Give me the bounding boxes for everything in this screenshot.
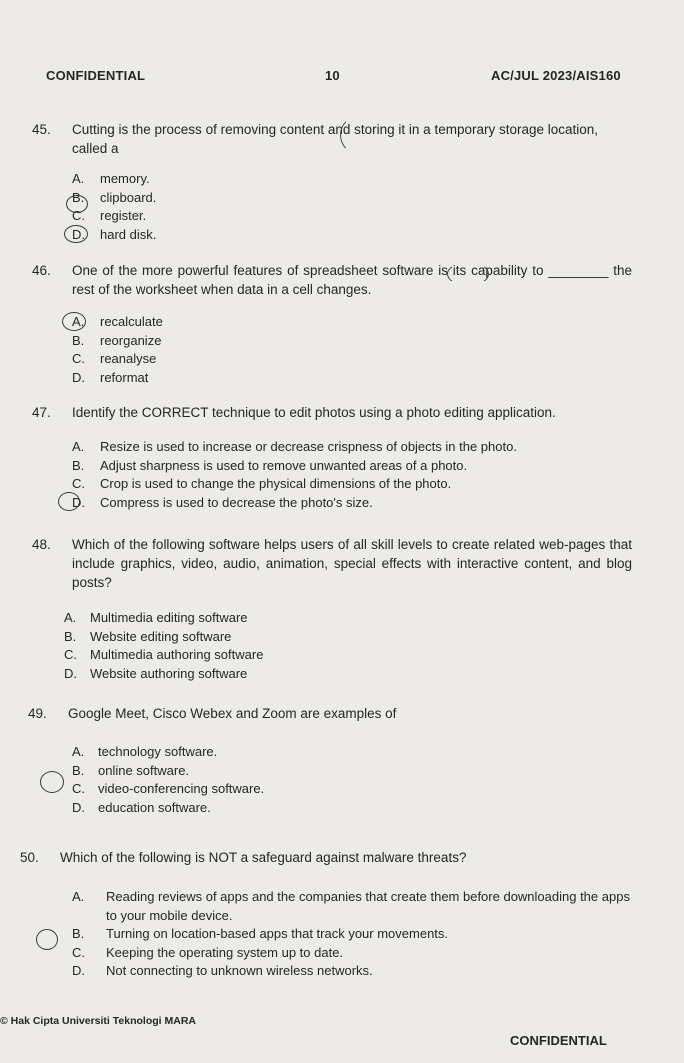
option-letter: A. xyxy=(72,439,85,454)
options-list xyxy=(72,438,652,512)
option-letter: C. xyxy=(72,944,85,960)
option-d[interactable] xyxy=(64,665,652,684)
option-d[interactable] xyxy=(72,799,648,818)
question-number: 49. xyxy=(28,706,47,721)
page-number: 10 xyxy=(325,68,340,83)
question-text: Which of the following software helps users of all skill levels to create related web-pages that include graphics, video, audio, animation, special effects with interactive content, and blog posts? xyxy=(72,537,632,590)
option-text: Crop is used to change the physical dimensions of the photo. xyxy=(100,476,452,491)
option-text: Not connecting to unknown wireless networks. xyxy=(106,963,373,978)
option-text: reformat xyxy=(100,369,149,385)
option-b[interactable] xyxy=(64,628,652,647)
option-letter: D. xyxy=(72,799,85,815)
option-letter: B. xyxy=(72,332,85,348)
option-text: video-conferencing software. xyxy=(98,781,265,796)
option-a[interactable] xyxy=(72,888,640,925)
option-b[interactable] xyxy=(72,457,652,476)
option-text: clipboard. xyxy=(100,189,157,205)
option-text: Compress is used to decrease the photo's size. xyxy=(100,494,373,510)
question-text: Google Meet, Cisco Webex and Zoom are examples of xyxy=(68,706,397,721)
option-text: reanalyse xyxy=(100,351,157,366)
options-list xyxy=(72,313,652,387)
question-45 xyxy=(32,120,652,244)
option-a[interactable] xyxy=(64,609,652,628)
option-letter: A. xyxy=(72,171,85,186)
option-letter: C. xyxy=(72,351,85,366)
option-letter: A. xyxy=(64,610,77,625)
option-d[interactable] xyxy=(72,494,652,513)
option-letter: B. xyxy=(64,628,77,644)
question-number: 48. xyxy=(32,537,51,552)
options-list xyxy=(72,888,640,981)
question-text: Cutting is the process of removing content and storing it in a temporary storage location, called a xyxy=(72,122,599,156)
option-text: online software. xyxy=(98,762,190,778)
option-letter: A. xyxy=(72,314,85,329)
option-a[interactable] xyxy=(72,743,648,762)
option-text: memory. xyxy=(100,171,150,186)
option-text: hard disk. xyxy=(100,226,157,242)
option-text: Website editing software xyxy=(90,628,232,644)
option-text: Multimedia editing software xyxy=(90,610,248,625)
option-letter: A. xyxy=(72,889,85,904)
option-text: Turning on location-based apps that track your movements. xyxy=(106,926,449,941)
question-48 xyxy=(32,535,652,683)
option-c[interactable] xyxy=(72,944,640,963)
options-list xyxy=(64,609,652,683)
option-letter: C. xyxy=(72,208,85,223)
option-c[interactable] xyxy=(72,780,648,799)
option-letter: D. xyxy=(72,226,85,242)
option-d[interactable] xyxy=(72,369,652,388)
option-text: education software. xyxy=(98,799,211,815)
option-letter: B. xyxy=(72,762,85,778)
option-b[interactable] xyxy=(72,762,648,781)
question-text: One of the more powerful features of spreadsheet software is its capability to ________ the rest of the worksheet when data in a cell changes. xyxy=(72,263,632,297)
question-49 xyxy=(28,704,648,817)
option-text: reorganize xyxy=(100,332,162,348)
option-text: Multimedia authoring software xyxy=(90,647,264,662)
options-list xyxy=(72,743,648,817)
question-number: 45. xyxy=(32,122,51,137)
paper-code: AC/JUL 2023/AIS160 xyxy=(491,68,621,83)
option-d[interactable] xyxy=(72,226,652,245)
option-letter: B. xyxy=(72,189,85,205)
option-letter: C. xyxy=(64,647,77,662)
option-letter: D. xyxy=(64,665,77,681)
option-text: technology software. xyxy=(98,744,218,759)
footer-confidential: CONFIDENTIAL xyxy=(510,1033,607,1048)
option-b[interactable] xyxy=(72,189,652,208)
option-text: Reading reviews of apps and the companies that create them before downloading the apps to your mobile device. xyxy=(106,889,630,923)
option-a[interactable] xyxy=(72,438,652,457)
question-text: Identify the CORRECT technique to edit photos using a photo editing application. xyxy=(72,405,556,420)
option-a[interactable] xyxy=(72,313,652,332)
option-letter: C. xyxy=(72,781,85,796)
option-letter: D. xyxy=(72,963,85,978)
option-letter: B. xyxy=(72,926,85,941)
option-d[interactable] xyxy=(72,962,640,981)
option-a[interactable] xyxy=(72,170,652,189)
option-b[interactable] xyxy=(72,332,652,351)
option-b[interactable] xyxy=(72,925,640,944)
option-text: Resize is used to increase or decrease crispness of objects in the photo. xyxy=(100,439,517,454)
option-letter: D. xyxy=(72,494,85,510)
question-number: 47. xyxy=(32,405,51,420)
question-number: 50. xyxy=(20,850,39,865)
option-c[interactable] xyxy=(72,475,652,494)
options-list xyxy=(72,170,652,244)
question-text: Which of the following is NOT a safeguard against malware threats? xyxy=(60,850,467,865)
option-letter: C. xyxy=(72,476,85,491)
question-47 xyxy=(32,403,652,512)
copyright-footer: © Hak Cipta Universiti Teknologi MARA xyxy=(0,1015,196,1027)
option-c[interactable] xyxy=(72,207,652,226)
option-text: register. xyxy=(100,208,147,223)
option-c[interactable] xyxy=(64,646,652,665)
option-text: recalculate xyxy=(100,314,163,329)
option-letter: A. xyxy=(72,744,85,759)
option-letter: D. xyxy=(72,369,85,385)
question-number: 46. xyxy=(32,263,51,278)
option-text: Website authoring software xyxy=(90,665,248,681)
header-confidential: CONFIDENTIAL xyxy=(46,68,146,83)
question-46 xyxy=(32,261,652,387)
option-letter: B. xyxy=(72,457,85,473)
question-50 xyxy=(20,848,640,981)
option-text: Keeping the operating system up to date. xyxy=(106,944,344,960)
option-text: Adjust sharpness is used to remove unwanted areas of a photo. xyxy=(100,457,468,473)
option-c[interactable] xyxy=(72,350,652,369)
